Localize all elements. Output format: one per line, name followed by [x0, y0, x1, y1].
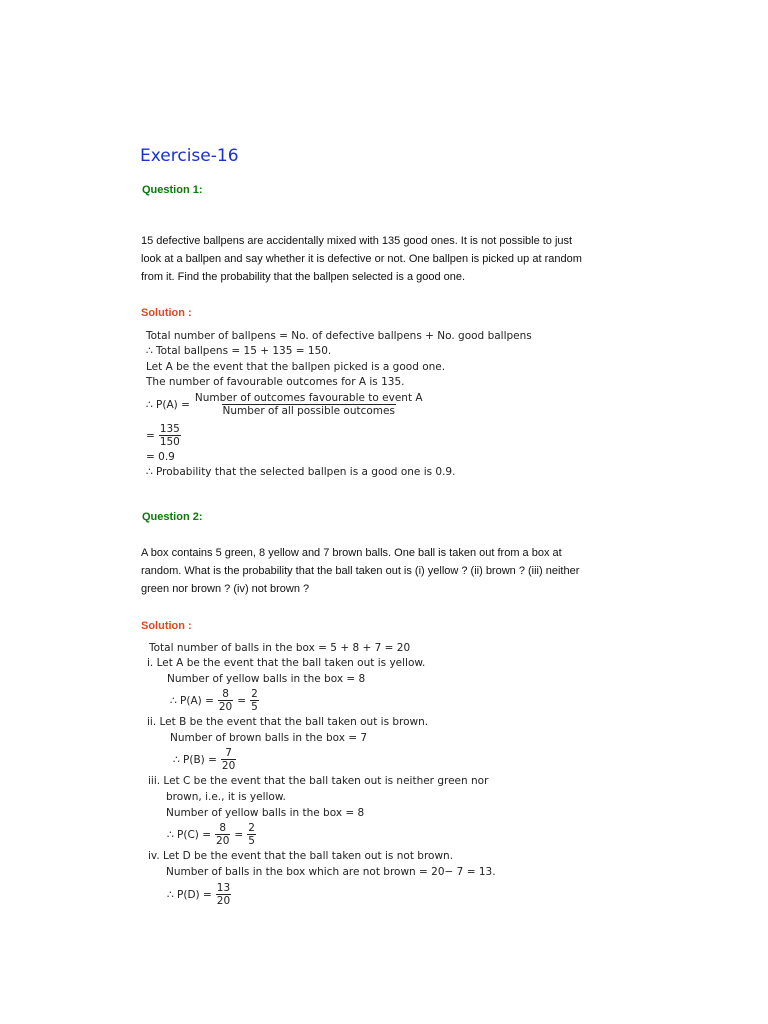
fraction	[216, 882, 231, 907]
solution-line: The number of favourable outcomes for A is 135.	[146, 376, 405, 388]
question-2-line: random. What is the probability that the ball taken out is (i) yellow ? (ii) brown ? (iii) neither	[141, 565, 580, 577]
solution-line: Let A be the event that the ballpen picked is a good one.	[146, 361, 446, 373]
fraction-denominator: 20	[218, 701, 233, 713]
fraction-numerator: 2	[248, 822, 255, 834]
solution-line: ∴ Total ballpens = 15 + 135 = 150.	[146, 345, 332, 357]
fraction	[250, 688, 259, 713]
question-2-line: green nor brown ? (iv) not brown ?	[141, 583, 310, 595]
probability-c	[167, 822, 256, 847]
fraction-denominator: 5	[248, 835, 255, 847]
fraction-numerator: 13	[216, 882, 231, 894]
fraction	[218, 688, 233, 713]
solution-line: Number of brown balls in the box = 7	[170, 732, 368, 744]
fraction	[215, 822, 230, 847]
fraction-denominator: 20	[221, 760, 236, 772]
question-1-text	[141, 232, 582, 286]
formula-label: ∴ P(D) =	[167, 888, 212, 901]
formula-label: ∴ P(C) =	[167, 828, 212, 841]
solution-line: iii. Let C be the event that the ball taken out is neither green nor	[148, 775, 489, 787]
formula-label: ∴ P(B) =	[173, 753, 217, 766]
solution-line: Total number of balls in the box = 5 + 8 + 7 = 20	[149, 642, 411, 654]
probability-d	[167, 882, 231, 907]
solution-line: Number of yellow balls in the box = 8	[167, 673, 366, 685]
fraction	[194, 392, 424, 417]
equals-sign: =	[234, 828, 244, 841]
formula-label: ∴ P(A) =	[170, 694, 214, 707]
probability-value-fraction	[146, 423, 181, 448]
solution-conclusion: ∴ Probability that the selected ballpen is a good one is 0.9.	[146, 466, 456, 478]
solution-1-heading: Solution :	[141, 307, 192, 319]
question-2-text	[141, 544, 579, 598]
solution-line: Total number of ballpens = No. of defective ballpens + No. good ballpens	[146, 330, 532, 342]
exercise-title: Exercise-16	[140, 146, 239, 166]
equals-sign: =	[237, 694, 247, 707]
fraction-denominator: 150	[159, 436, 180, 448]
question-1-line: look at a ballpen and say whether it is defective or not. One ballpen is picked up at random	[141, 253, 582, 265]
fraction-numerator: 8	[219, 822, 227, 834]
fraction	[247, 822, 256, 847]
question-2-heading: Question 2:	[142, 511, 203, 523]
fraction	[159, 423, 181, 448]
solution-1-body	[146, 330, 606, 485]
fraction-denominator: 20	[216, 835, 230, 847]
probability-b	[173, 747, 236, 772]
fraction-denominator: Number of all possible outcomes	[222, 405, 395, 417]
fraction-numerator: 2	[251, 688, 258, 700]
solution-line: ii. Let B be the event that the ball taken out is brown.	[147, 716, 429, 728]
question-2-line: A box contains 5 green, 8 yellow and 7 brown balls. One ball is taken out from a box at	[141, 547, 562, 559]
solution-line: iv. Let D be the event that the ball taken out is not brown.	[148, 850, 454, 862]
probability-formula	[146, 392, 424, 417]
solution-2-body	[146, 642, 616, 914]
fraction-denominator: 20	[216, 895, 231, 907]
solution-line: i. Let A be the event that the ball taken out is yellow.	[147, 657, 426, 669]
solution-line: brown, i.e., it is yellow.	[166, 791, 286, 803]
fraction-numerator: 135	[159, 423, 180, 435]
formula-label: ∴ P(A) =	[146, 398, 190, 411]
question-1-heading: Question 1:	[142, 184, 203, 196]
equals-sign: =	[146, 429, 155, 442]
probability-a	[170, 688, 259, 713]
fraction-numerator: 7	[225, 747, 232, 759]
solution-line: Number of balls in the box which are not brown = 20− 7 = 13.	[166, 866, 496, 878]
question-1-line: from it. Find the probability that the ballpen selected is a good one.	[141, 271, 466, 283]
solution-2-heading: Solution :	[141, 620, 192, 632]
fraction-numerator: Number of outcomes favourable to event A	[194, 392, 423, 404]
fraction-denominator: 5	[251, 701, 258, 713]
solution-line: = 0.9	[146, 451, 175, 463]
fraction	[221, 747, 236, 772]
fraction-numerator: 8	[222, 688, 229, 700]
question-1-line: 15 defective ballpens are accidentally mixed with 135 good ones. It is not possible to just	[141, 235, 573, 247]
solution-line: Number of yellow balls in the box = 8	[166, 807, 365, 819]
